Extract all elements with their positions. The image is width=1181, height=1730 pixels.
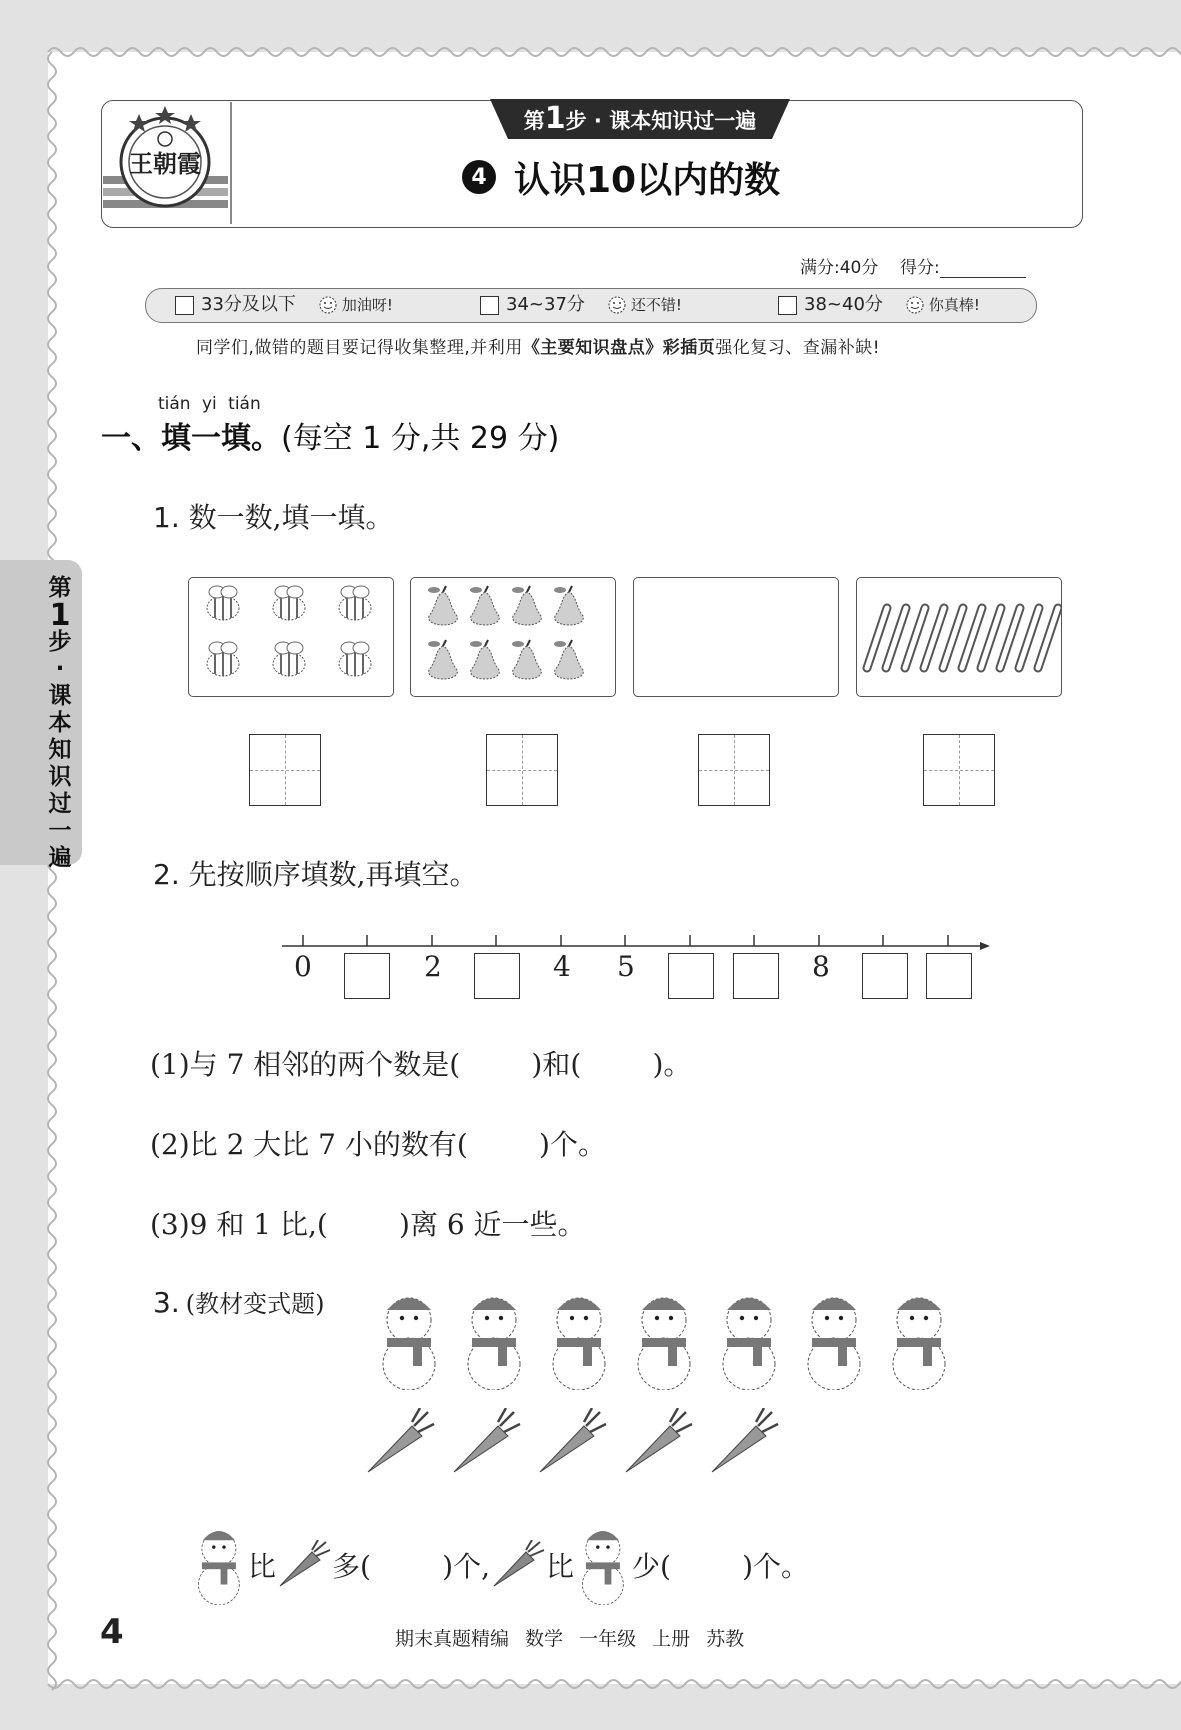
full-score-label: 满分:40分 (800, 258, 879, 278)
lesson-number-badge: 4 (462, 160, 496, 194)
number-line-blank[interactable] (668, 953, 714, 999)
rating-checkbox[interactable] (778, 296, 797, 315)
footer-text: 期末真题精编 数学 一年级 上册 苏教 (395, 1628, 745, 1650)
carrot-icon (712, 1408, 778, 1472)
section-heading: 一、填一填。(每空 1 分,共 29 分) (101, 421, 560, 456)
page-number: 4 (100, 1612, 124, 1652)
answer-grid-box[interactable] (486, 734, 558, 806)
picture-box-bees (188, 577, 394, 697)
carrot-icon (368, 1408, 434, 1472)
smiley-icon (905, 295, 925, 315)
number-line-blank[interactable] (862, 953, 908, 999)
snowman-icon (893, 1298, 945, 1390)
pinyin-annotation: tián yi tián (158, 394, 261, 414)
rating-level-3: 38~40分 你真棒! (778, 292, 980, 318)
carrot-icon (540, 1408, 606, 1472)
number-line-label: 2 (424, 950, 442, 983)
carrots-row (362, 1408, 782, 1478)
notice-text: 同学们,做错的题目要记得收集整理,并利用《主要知识盘点》彩插页强化复习、查漏补缺! (196, 338, 881, 358)
answer-grid-box[interactable] (923, 734, 995, 806)
snowman-icon (190, 1525, 248, 1605)
answer-grid-box[interactable] (249, 734, 321, 806)
logo-text: 王朝霞 (129, 149, 201, 178)
smiley-icon (607, 295, 627, 315)
number-line-blank[interactable] (344, 953, 390, 999)
carrot-icon (276, 1540, 332, 1590)
number-line-label: 4 (553, 950, 571, 983)
snowman-icon (468, 1298, 520, 1390)
number-line-blank[interactable] (474, 953, 520, 999)
bee-icon (273, 642, 305, 676)
pear-icon (428, 586, 457, 625)
question-1: 1. 数一数,填一填。 (153, 501, 394, 534)
number-line-label: 0 (294, 950, 312, 983)
snowman-icon (553, 1298, 605, 1390)
question-3: 3. (教材变式题) (153, 1286, 325, 1319)
lesson-title (462, 152, 780, 202)
snowman-icon (723, 1298, 775, 1390)
sub-question-2: (2)比 2 大比 7 小的数有( )个。 (150, 1128, 606, 1161)
smiley-icon (318, 295, 338, 315)
carrot-icon (626, 1408, 692, 1472)
score-line (800, 253, 1026, 278)
carrot-icon (454, 1408, 520, 1472)
rating-checkbox[interactable] (175, 296, 194, 315)
rating-level-1: 33分及以下 加油呀! (175, 292, 393, 318)
number-line-blank[interactable] (733, 953, 779, 999)
snowman-icon (808, 1298, 860, 1390)
lesson-title-text: 认识10以内的数 (514, 159, 781, 201)
snowman-icon (574, 1525, 632, 1605)
bee-icon (207, 642, 239, 676)
got-score-label: 得分: (899, 258, 940, 278)
number-line-blank[interactable] (926, 953, 972, 999)
sub-question-3: (3)9 和 1 比,( )离 6 近一些。 (150, 1208, 586, 1241)
pear-icon (554, 586, 583, 625)
score-blank[interactable] (940, 261, 1026, 278)
step-tab: 第1步 · 课本知识过一遍 (523, 101, 757, 136)
number-line-label: 5 (617, 950, 635, 983)
pear-icon (470, 586, 499, 625)
pear-icon (512, 586, 541, 625)
rating-checkbox[interactable] (480, 296, 499, 315)
publisher-logo (103, 104, 228, 222)
compare-sentence: 比 多( )个, 比 少( )个。 (190, 1535, 809, 1595)
rating-level-2: 34~37分 还不错! (480, 292, 682, 318)
carrot-icon (490, 1540, 546, 1590)
pear-icon (428, 640, 457, 679)
bee-icon (339, 586, 371, 620)
answer-grid-box[interactable] (698, 734, 770, 806)
picture-box-pears (410, 577, 616, 697)
bee-icon (273, 586, 305, 620)
picture-box-sticks (856, 577, 1062, 697)
bee-icon (207, 586, 239, 620)
snowman-icon (383, 1298, 435, 1390)
pear-icon (470, 640, 499, 679)
sub-question-1: (1)与 7 相邻的两个数是( )和( )。 (150, 1048, 692, 1081)
pear-icon (512, 640, 541, 679)
pear-icon (554, 640, 583, 679)
snowman-icon (638, 1298, 690, 1390)
snowmen-row (365, 1290, 955, 1390)
question-2: 2. 先按顺序填数,再填空。 (153, 858, 478, 891)
number-line-label: 8 (812, 950, 830, 983)
side-step-tab-text: 第 1 步·课本知识过一遍 (48, 575, 72, 871)
picture-box-empty (633, 577, 839, 697)
logo-divider (230, 102, 232, 224)
bee-icon (339, 642, 371, 676)
